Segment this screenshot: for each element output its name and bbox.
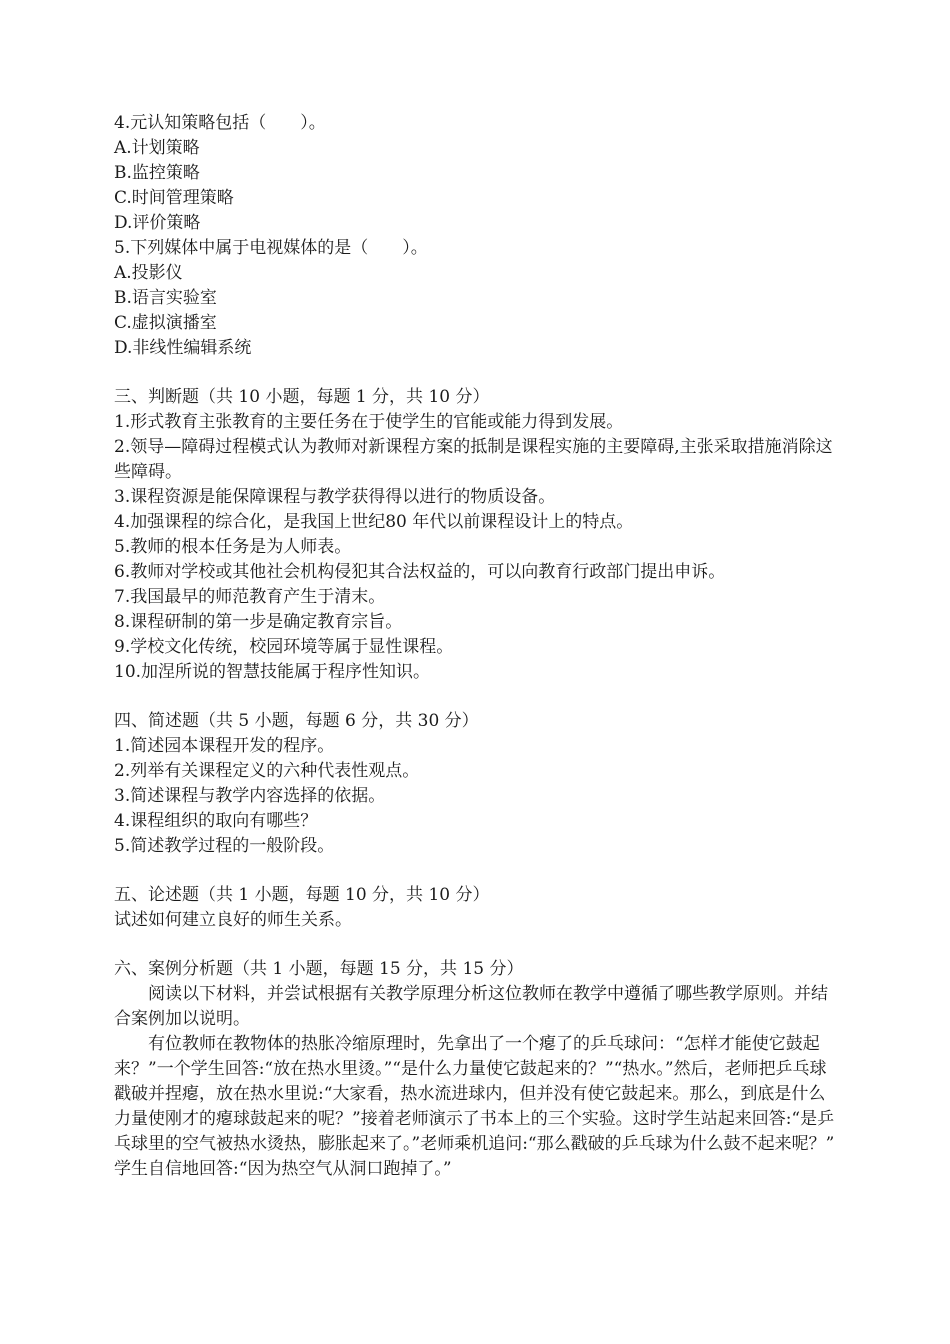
section-spacer: [114, 859, 838, 883]
section-spacer: [114, 361, 838, 385]
short-answer-item: 4.课程组织的取向有哪些？: [114, 811, 318, 831]
judge-item: 1.形式教育主张教育的主要任务在于使学生的官能或能力得到发展。: [114, 412, 624, 432]
question-5-option-c: C.虚拟演播室: [114, 313, 217, 333]
question-4-option-b: B.监控策略: [114, 163, 200, 183]
judge-item: 7.我国最早的师范教育产生于清末。: [114, 587, 386, 607]
short-answer-item: 3.简述课程与教学内容选择的依据。: [114, 786, 386, 806]
question-4-option-d: D.评价策略: [114, 213, 201, 233]
judge-item: 6.教师对学校或其他社会机构侵犯其合法权益的，可以向教育行政部门提出申诉。: [114, 562, 726, 582]
short-answer-item: 1.简述园本课程开发的程序。: [114, 736, 335, 756]
short-answer-item: 5.简述教学过程的一般阶段。: [114, 836, 335, 856]
question-4-option-a: A.计划策略: [114, 138, 200, 158]
question-5-option-a: A.投影仪: [114, 263, 183, 283]
short-answer-item: 2.列举有关课程定义的六种代表性观点。: [114, 761, 420, 781]
short-answer-section-heading: 四、简述题（共 5 小题，每题 6 分，共 30 分）: [114, 711, 479, 731]
case-instruction: 阅读以下材料，并尝试根据有关教学原理分析这位教师在教学中遵循了哪些教学原则。并结合案例加以说明。: [114, 984, 828, 1029]
essay-question: 试述如何建立良好的师生关系。: [114, 910, 352, 930]
question-5-stem: 5.下列媒体中属于电视媒体的是（ ）。: [114, 238, 428, 258]
judge-item: 10.加涅所说的智慧技能属于程序性知识。: [114, 662, 431, 682]
judge-item: 5.教师的根本任务是为人师表。: [114, 537, 352, 557]
question-5-option-d: D.非线性编辑系统: [114, 338, 252, 358]
judge-item: 2.领导—障碍过程模式认为教师对新课程方案的抵制是课程实施的主要障碍,主张采取措施消除这些障碍。: [114, 437, 833, 482]
document-page: [114, 111, 838, 1182]
question-4-stem: 4.元认知策略包括（ ）。: [114, 113, 326, 133]
judge-item: 9.学校文化传统，校园环境等属于显性课程。: [114, 637, 454, 657]
case-section-heading: 六、案例分析题（共 1 小题，每题 15 分，共 15 分）: [114, 959, 524, 979]
section-spacer: [114, 685, 838, 709]
section-spacer: [114, 933, 838, 957]
judge-item: 3.课程资源是能保障课程与教学获得得以进行的物质设备。: [114, 487, 556, 507]
essay-section-heading: 五、论述题（共 1 小题，每题 10 分，共 10 分）: [114, 885, 490, 905]
judge-section-heading: 三、判断题（共 10 小题，每题 1 分，共 10 分）: [114, 387, 490, 407]
case-material: 有位教师在教物体的热胀冷缩原理时，先拿出了一个瘪了的乒乓球问：“怎样才能使它鼓起来？”一个学生回答:“放在热水里烫。”“是什么力量使它鼓起来的？”“热水。”然后，老师把乒乓球戳破并捏瘪，放在热水里说:“大家看，热水流进球内，但并没有使它鼓起来。那么，到底是什么力量使刚才的瘪球鼓起来的呢？”接着老师演示了书本上的三个实验。这时学生站起来回答:“是乒乓球里的空气被热水烫热，膨胀起来了。”老师乘机追问:“那么戳破的乒乓球为什么鼓不起来呢？” 学生自信地回答:“因为热空气从洞口跑掉了。”: [114, 1034, 840, 1179]
question-5-option-b: B.语言实验室: [114, 288, 217, 308]
judge-item: 4.加强课程的综合化，是我国上世纪80 年代以前课程设计上的特点。: [114, 512, 634, 532]
judge-item: 8.课程研制的第一步是确定教育宗旨。: [114, 612, 403, 632]
question-4-option-c: C.时间管理策略: [114, 188, 234, 208]
